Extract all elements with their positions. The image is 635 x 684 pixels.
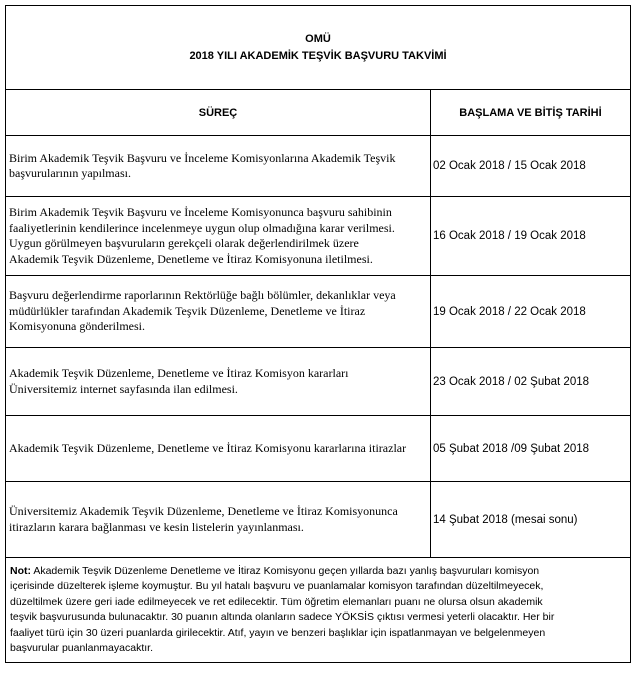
process-line: Üniversitemiz internet sayfasında ilan edilmesi. [9, 381, 238, 396]
process-line: müdürlükler tarafından Akademik Teşvik Düzenleme, Denetleme ve İtiraz [9, 303, 366, 318]
process-line: Akademik Teşvik Düzenleme, Denetleme ve İtiraz Komisyonuna iletilmesi. [9, 251, 373, 266]
date-cell: 16 Ocak 2018 / 19 Ocak 2018 [431, 197, 631, 276]
calendar-title: 2018 YILI AKADEMİK TEŞVİK BAŞVURU TAKVİMİ [189, 49, 447, 62]
process-line: Birim Akademik Teşvik Başvuru ve İnceleme Komisyonlarına Akademik Teşvik [9, 150, 396, 165]
calendar-table [5, 5, 631, 663]
note-label: Not: [10, 565, 31, 577]
note-line: teşvik başvurusunda bulunacaktır. 30 puanın altında olanların sadece YÖKSİS çıktısı vermesi yeterli olacaktır. Her bir [10, 611, 555, 624]
process-cell [6, 348, 431, 416]
note-line: içerisinde düzelterek işleme koymuştur. Bu yıl hatalı başvuru ve puanlamalar komisyon tarafından düzeltilmeyecek, [10, 580, 544, 593]
title-cell [6, 6, 631, 90]
table-row [6, 482, 631, 558]
process-cell [6, 136, 431, 197]
process-line: itirazların karara bağlanması ve kesin listelerin yayınlanması. [9, 519, 304, 534]
process-line: Uygun görülmeyen başvuruların gerekçeli olarak değerlendirilmek üzere [9, 236, 359, 250]
table-row [6, 276, 631, 348]
note-row [6, 558, 631, 663]
process-line: Üniversitemiz Akademik Teşvik Düzenleme, Denetleme ve İtiraz Komisyonunca [9, 504, 398, 518]
column-header-row [6, 90, 631, 136]
process-column-header: SÜREÇ [6, 90, 431, 136]
process-cell [6, 197, 431, 276]
process-line: başvurularının yapılması. [9, 166, 131, 180]
note-line [10, 564, 626, 579]
title-row [6, 6, 631, 90]
table-row [6, 136, 631, 197]
note-line: başvurular puanlanmayacaktır. [10, 642, 153, 655]
date-cell: 23 Ocak 2018 / 02 Şubat 2018 [431, 348, 631, 416]
note-line: faaliyet türü için 30 üzeri puanlarda girilecektir. Atıf, yayın ve benzeri başlıklar için ispatlanmayan ve belgelenmeyen [10, 626, 546, 639]
process-line: Komisyonuna gönderilmesi. [9, 319, 145, 334]
process-line: Akademik Teşvik Düzenleme, Denetleme ve İtiraz Komisyonu kararlarına itirazlar [9, 440, 407, 455]
table-row [6, 348, 631, 416]
date-cell: 14 Şubat 2018 (mesai sonu) [431, 482, 631, 558]
process-cell [6, 482, 431, 558]
note-line: düzeltilmek üzere geri iade edilmeyecek ve ret edilecektir. Tüm öğretim elemanları puanı ne olursa olsun akademik [10, 595, 543, 608]
process-line: Başvuru değerlendirme raporlarının Rektörlüğe bağlı bölümler, dekanlıklar veya [9, 288, 396, 303]
table-row [6, 197, 631, 276]
institution-title: OMÜ [305, 32, 331, 45]
process-line: Birim Akademik Teşvik Başvuru ve İnceleme Komisyonunca başvuru sahibinin [9, 205, 392, 219]
note-text: Akademik Teşvik Düzenleme Denetleme ve İtiraz Komisyonu geçen yıllarda bazı yanlış başvuruları komisyon [31, 565, 540, 577]
process-line: faaliyetlerinin kendilerince incelenmeye uygun olup olmadığına karar verilmesi. [9, 220, 395, 235]
note-cell [6, 558, 631, 663]
process-cell [6, 276, 431, 348]
process-cell [6, 416, 431, 482]
dates-column-header: BAŞLAMA VE BİTİŞ TARİHİ [431, 90, 631, 136]
date-cell: 02 Ocak 2018 / 15 Ocak 2018 [431, 136, 631, 197]
date-cell: 19 Ocak 2018 / 22 Ocak 2018 [431, 276, 631, 348]
date-cell: 05 Şubat 2018 /09 Şubat 2018 [431, 416, 631, 482]
process-line: Akademik Teşvik Düzenleme, Denetleme ve İtiraz Komisyon kararları [9, 366, 349, 380]
table-row [6, 416, 631, 482]
